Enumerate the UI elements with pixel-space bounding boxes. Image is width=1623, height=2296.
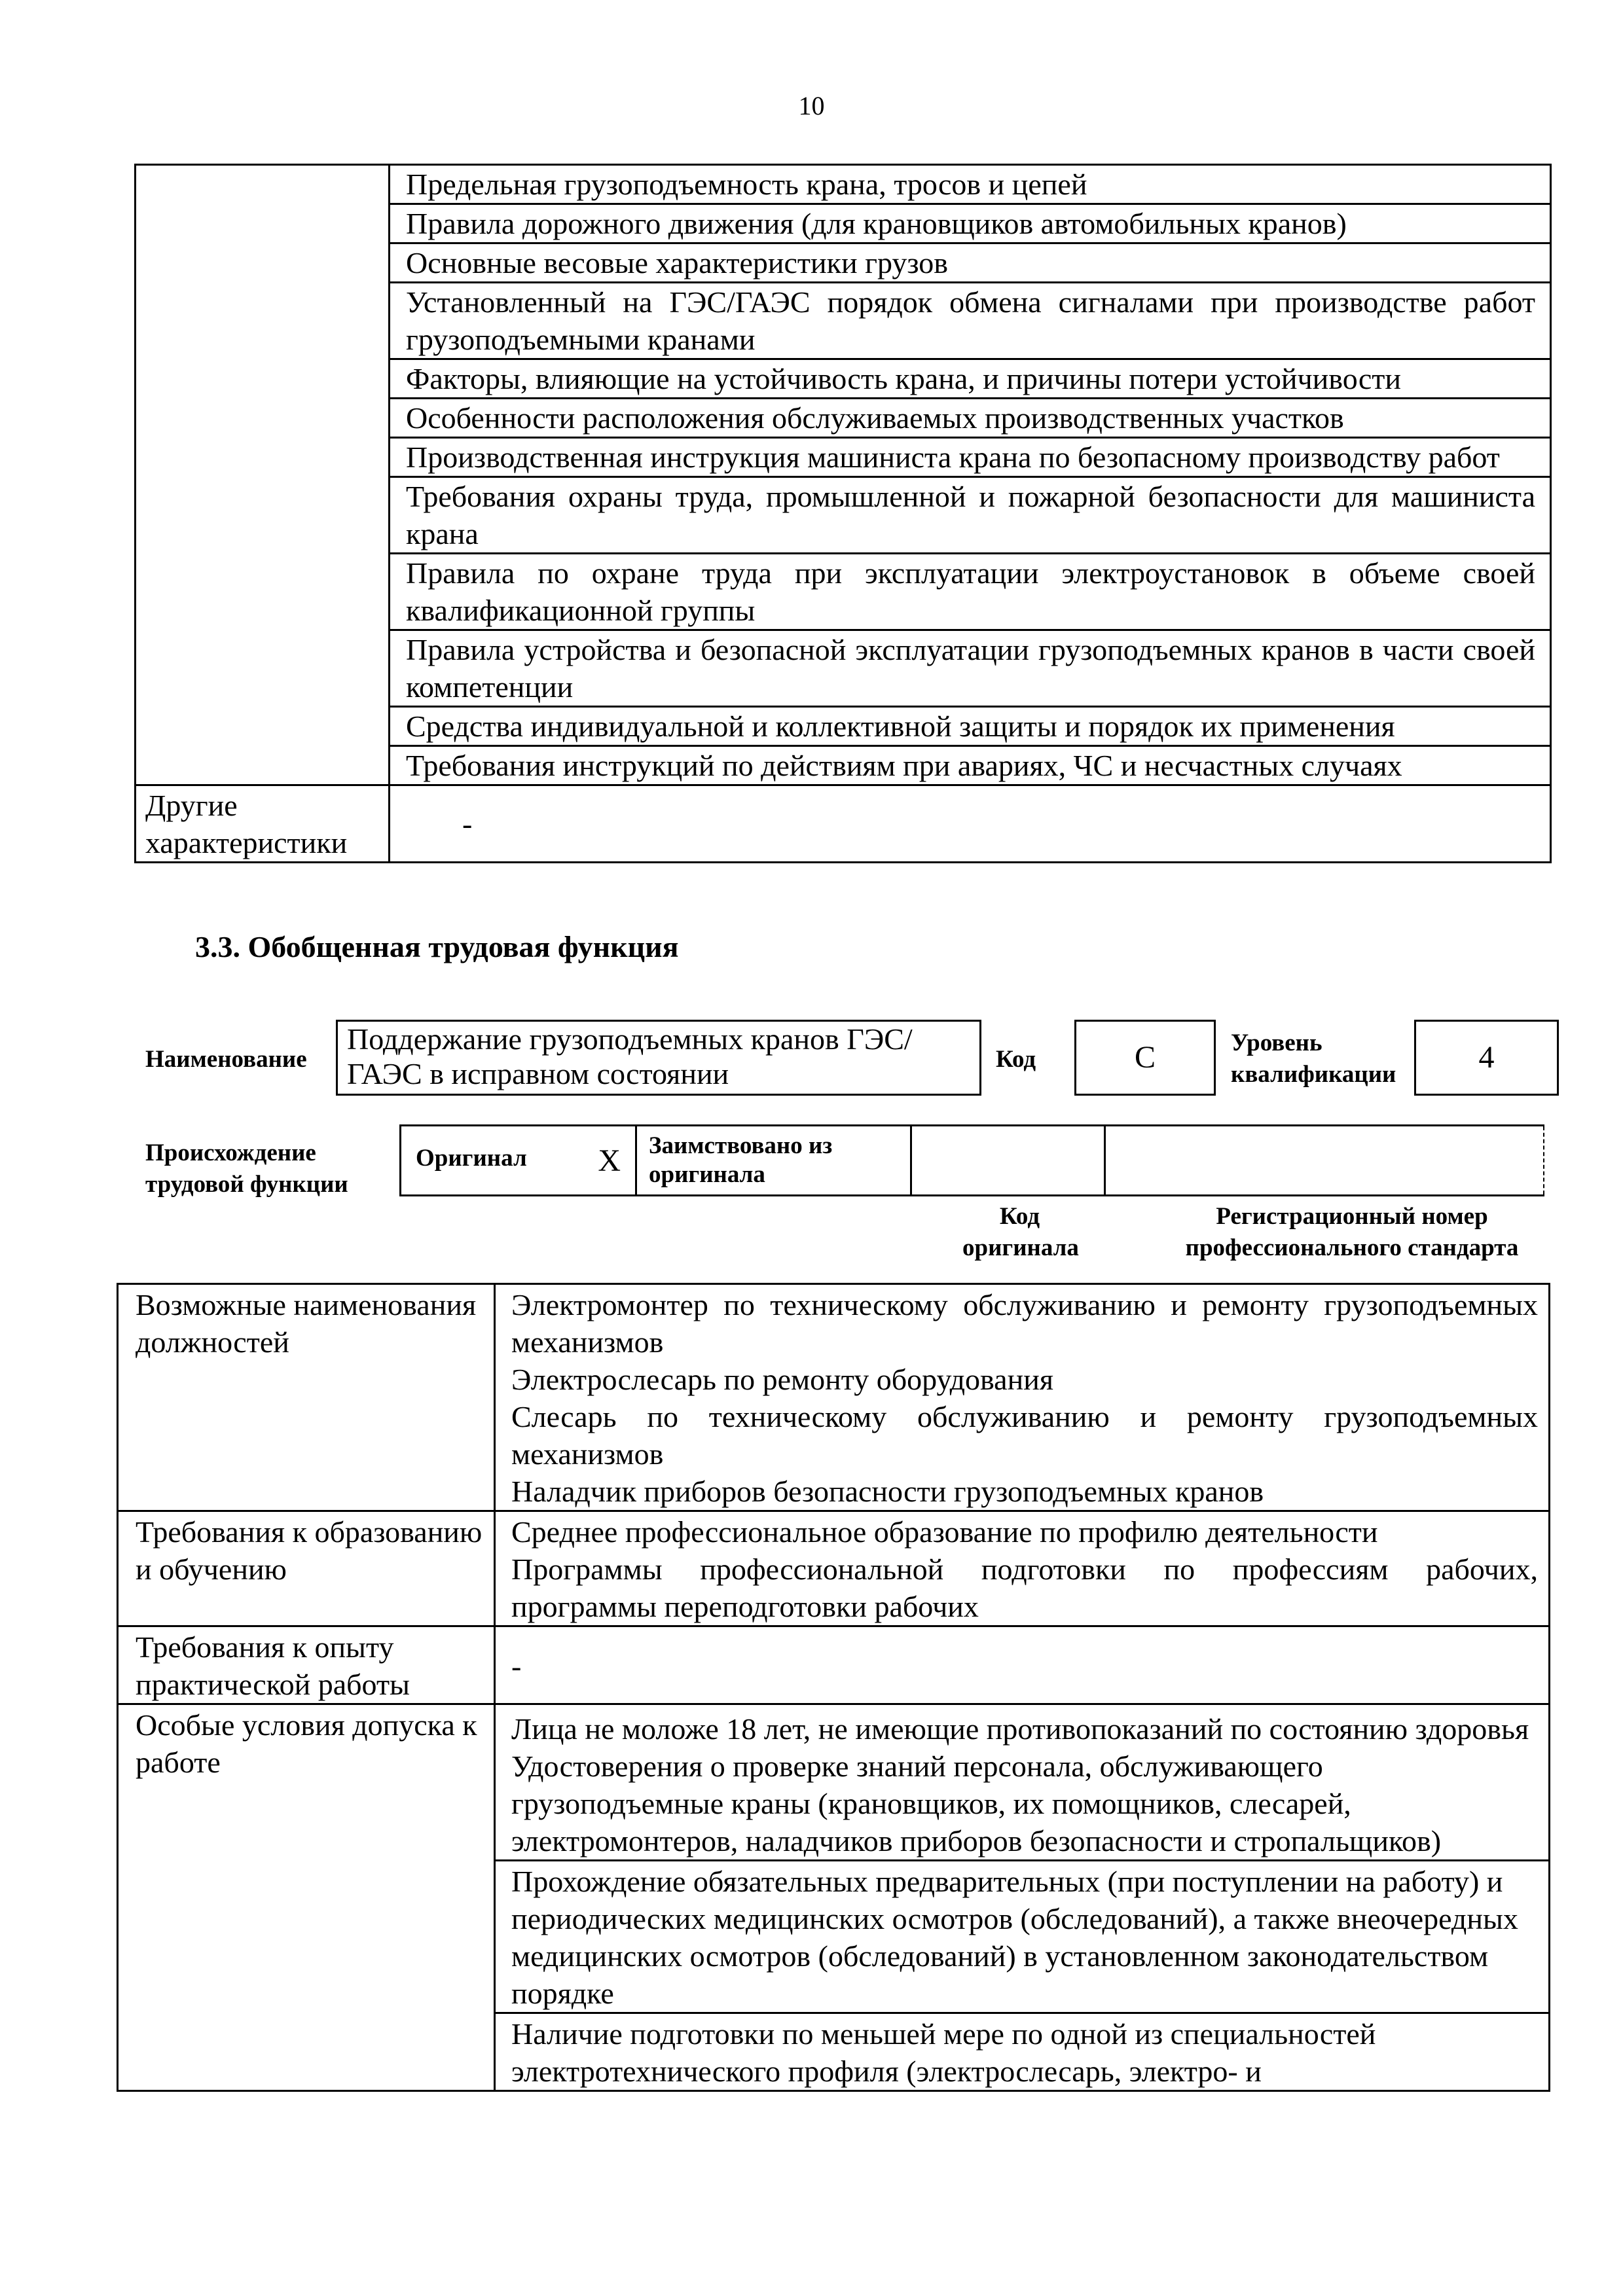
- name-label: Наименование: [145, 1046, 307, 1073]
- registration-number-caption: Регистрационный номер профессионального стандарта: [1185, 1203, 1519, 1261]
- original-label: Оригинал: [416, 1144, 527, 1172]
- position-item: Слесарь по техническому обслуживанию и ремонту грузоподъемных механизмов: [511, 1400, 1538, 1471]
- position-item: Электрослесарь по ремонту оборудования: [511, 1363, 1053, 1396]
- knowledge-item: Требования инструкций по действиям при авариях, ЧС и несчастных случаях: [390, 746, 1551, 785]
- education-item: Среднее профессиональное образование по профилю деятельности: [511, 1515, 1378, 1549]
- other-characteristics-value: -: [390, 785, 1551, 863]
- knowledge-item: Производственная инструкция машиниста крана по безопасному производству работ: [390, 438, 1551, 477]
- admission-item: Лица не моложе 18 лет, не имеющие противопоказаний по состоянию здоровья: [511, 1712, 1529, 1746]
- borrowed-label: Заимствовано из оригинала: [649, 1132, 833, 1188]
- position-item: Электромонтер по техническому обслуживанию и ремонту грузоподъемных механизмов: [511, 1288, 1538, 1359]
- qualification-level-label: Уровень квалификации: [1231, 1030, 1396, 1088]
- knowledge-item: Правила по охране труда при эксплуатации электроустановок в объеме своей квалификационной группы: [390, 554, 1551, 630]
- code-label: Код: [996, 1046, 1036, 1073]
- knowledge-item: Требования охраны труда, промышленной и пожарной безопасности для машиниста крана: [390, 477, 1551, 554]
- page-number: 10: [798, 91, 825, 120]
- function-name-box: Поддержание грузоподъемных кранов ГЭС/ГАЭС в исправном состоянии: [336, 1020, 981, 1096]
- admission-conditions-label: Особые условия допуска к работе: [118, 1704, 495, 2091]
- original-code-caption: Код оригинала: [962, 1203, 1079, 1261]
- other-characteristics-label: Другие характеристики: [136, 785, 390, 863]
- knowledge-item: Установленный на ГЭС/ГАЭС порядок обмена сигналами при производстве работ грузоподъемными кранами: [390, 283, 1551, 359]
- knowledge-item: Предельная грузоподъемность крана, тросов и цепей: [390, 165, 1551, 204]
- original-code-cell: [911, 1126, 1105, 1196]
- knowledge-item: Правила дорожного движения (для крановщиков автомобильных кранов): [390, 204, 1551, 243]
- admission-item: Удостоверения о проверке знаний персонала, обслуживающего грузоподъемные краны (крановщиков, их помощников, слесарей, электромонтеров, наладчиков приборов безопасности и стропальщиков): [511, 1749, 1442, 1857]
- section-heading: 3.3. Обобщенная трудовая функция: [195, 930, 679, 963]
- knowledge-label-cell: [136, 165, 390, 785]
- admission-conditions-values: [495, 1704, 1550, 1861]
- requirements-table: [117, 1283, 1550, 2092]
- education-label: Требования к образованию и обучению: [118, 1511, 495, 1626]
- knowledge-item: Средства индивидуальной и коллективной защиты и порядок их применения: [390, 707, 1551, 746]
- origin-label: Происхождение трудовой функции: [145, 1139, 348, 1198]
- positions-label: Возможные наименования должностей: [118, 1284, 495, 1511]
- electrical-training-requirement: Наличие подготовки по меньшей мере по одной из специальностей электротехнического профиля (электрослесарь, электро- и: [495, 2013, 1550, 2091]
- borrowed-cell: [636, 1126, 911, 1196]
- code-value-box: C: [1074, 1020, 1216, 1096]
- education-values: [495, 1511, 1550, 1626]
- original-cell: [401, 1126, 636, 1196]
- experience-label: Требования к опыту практической работы: [118, 1626, 495, 1704]
- registration-number-cell: [1105, 1126, 1544, 1196]
- qualification-level-box: 4: [1414, 1020, 1559, 1096]
- education-item: Программы профессиональной подготовки по профессиям рабочих, программы переподготовки рабочих: [511, 1552, 1538, 1623]
- origin-table: [399, 1124, 1544, 1196]
- knowledge-item: Основные весовые характеристики грузов: [390, 243, 1551, 283]
- knowledge-item: Факторы, влияющие на устойчивость крана, и причины потери устойчивости: [390, 359, 1551, 399]
- knowledge-item: Особенности расположения обслуживаемых производственных участков: [390, 399, 1551, 438]
- original-mark: X: [598, 1143, 621, 1178]
- knowledge-table: [134, 164, 1552, 863]
- knowledge-item: Правила устройства и безопасной эксплуатации грузоподъемных кранов в части своей компетенции: [390, 630, 1551, 707]
- experience-value: -: [495, 1626, 1550, 1704]
- position-item: Наладчик приборов безопасности грузоподъемных кранов: [511, 1475, 1264, 1508]
- medical-requirement: Прохождение обязательных предварительных (при поступлении на работу) и периодических медицинских осмотров (обследований), а также внеочередных медицинских осмотров (обследований) в установленном законодательством порядке: [495, 1861, 1550, 2013]
- positions-values: [495, 1284, 1550, 1511]
